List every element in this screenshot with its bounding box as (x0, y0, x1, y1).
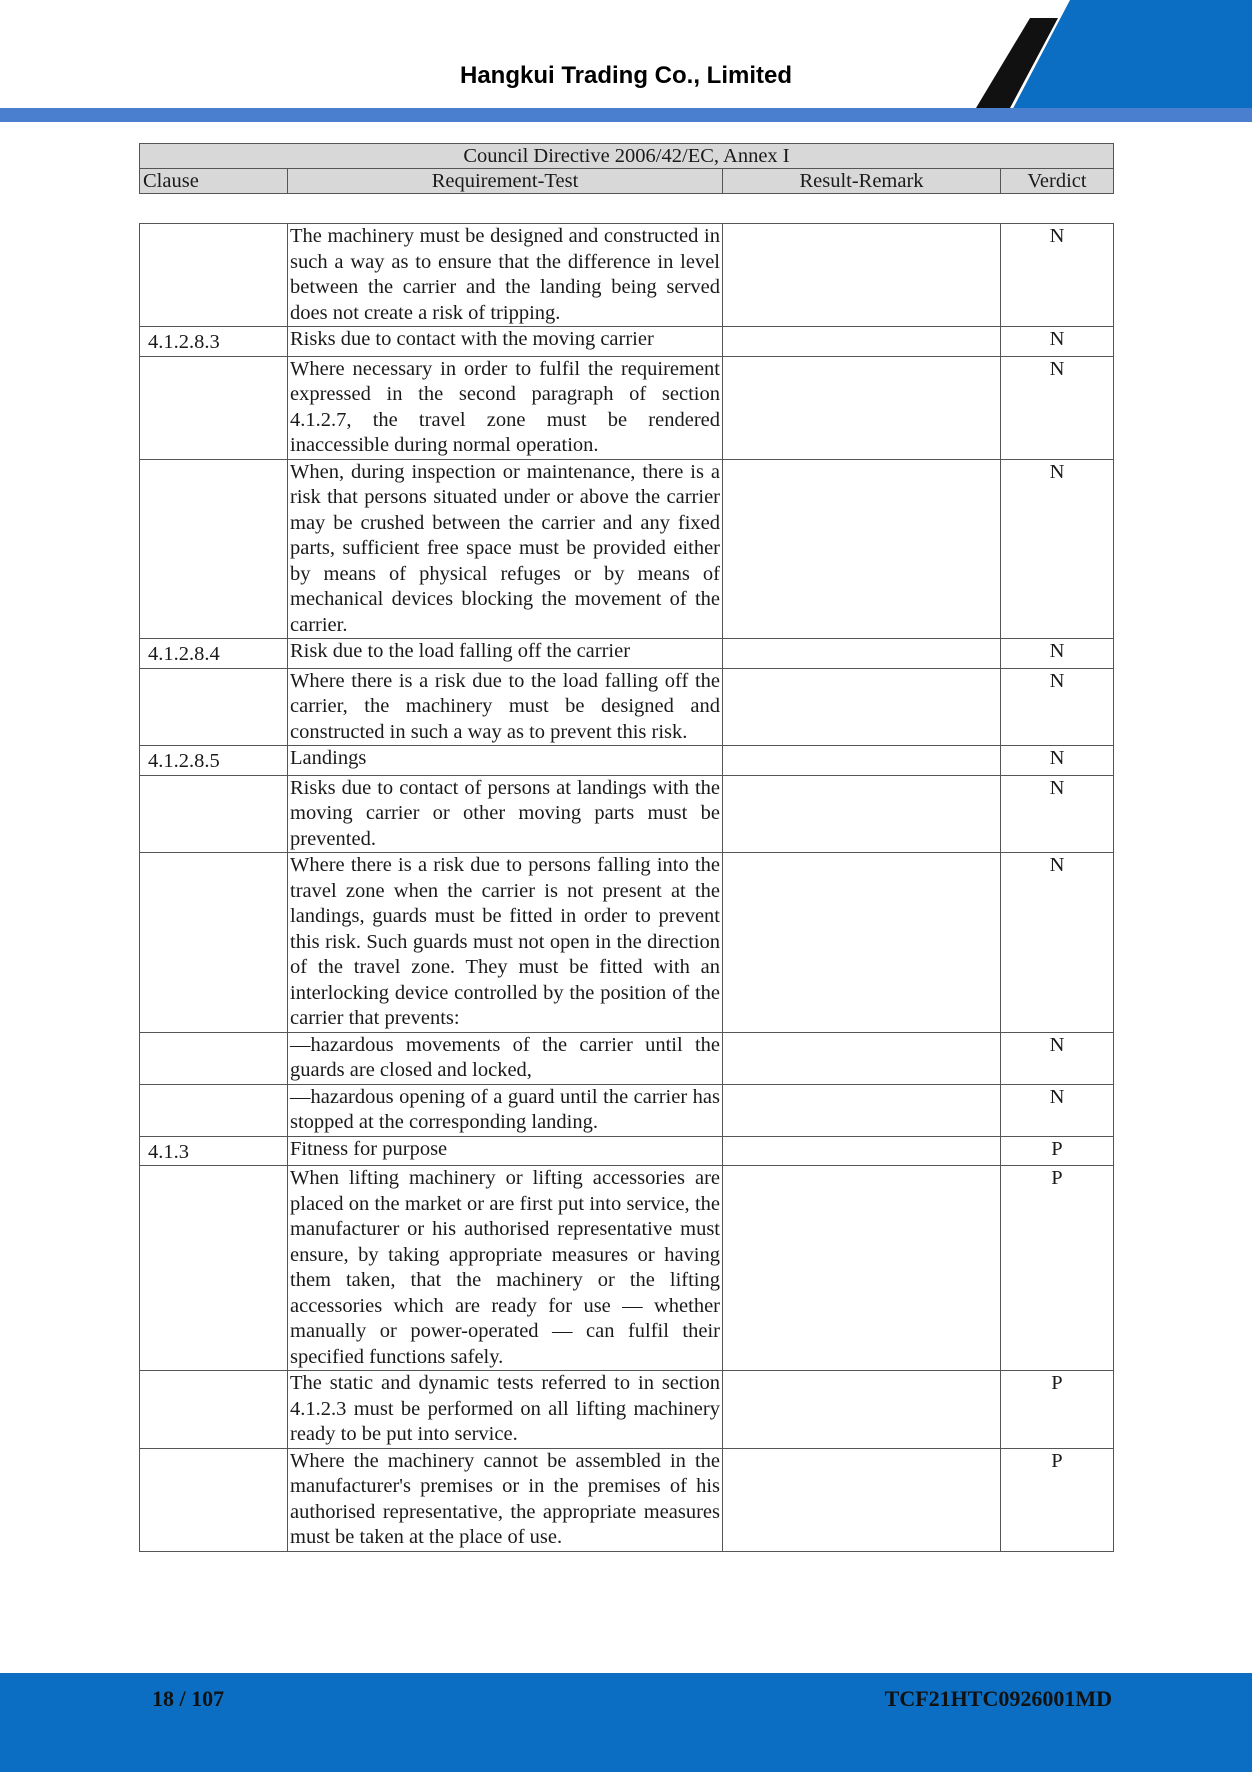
table-row (140, 1448, 1114, 1551)
clause-cell (140, 1371, 288, 1449)
clause-cell (140, 853, 288, 1033)
table-row (140, 639, 1114, 669)
remark-cell (723, 356, 1001, 459)
requirement-cell: Risks due to contact of persons at landings with the moving carrier or other moving parts must be prevented. (288, 775, 723, 853)
clause-cell (140, 775, 288, 853)
clause-cell (140, 356, 288, 459)
header-blue-block (1008, 0, 1252, 118)
verdict-cell: P (1001, 1166, 1114, 1371)
requirement-cell: Where necessary in order to fulfil the requirement expressed in the second paragraph of section 4.1.2.7, the travel zone must be rendered inaccessible during normal operation. (288, 356, 723, 459)
table-row (140, 459, 1114, 639)
requirement-cell: —hazardous movements of the carrier until the guards are closed and locked, (288, 1032, 723, 1084)
requirements-table (139, 223, 1114, 1552)
requirement-cell: The static and dynamic tests referred to in section 4.1.2.3 must be performed on all lifting machinery ready to be put into service. (288, 1371, 723, 1449)
column-header-requirement: Requirement-Test (288, 169, 723, 194)
remark-cell (723, 746, 1001, 776)
table-title: Council Directive 2006/42/EC, Annex I (140, 144, 1114, 169)
verdict-cell: N (1001, 775, 1114, 853)
requirement-cell: Landings (288, 746, 723, 776)
clause-cell: 4.1.2.8.5 (140, 746, 288, 776)
verdict-cell: N (1001, 356, 1114, 459)
requirement-cell: Where there is a risk due to persons falling into the travel zone when the carrier is not present at the landings, guards must be fitted in order to prevent this risk. Such guards must not open in the direction of the travel zone. They must be fitted with an interlocking device controlled by the position of the carrier that prevents: (288, 853, 723, 1033)
verdict-cell: N (1001, 746, 1114, 776)
requirement-cell: Where the machinery cannot be assembled in the manufacturer's premises or in the premises of his authorised representative, the appropriate measures must be taken at the place of use. (288, 1448, 723, 1551)
verdict-cell: N (1001, 327, 1114, 357)
table-row (140, 1166, 1114, 1371)
column-header-remark: Result-Remark (723, 169, 1001, 194)
requirement-cell: When, during inspection or maintenance, there is a risk that persons situated under or above the carrier may be crushed between the carrier and any fixed parts, sufficient free space must be provided either by means of physical refuges or by means of mechanical devices blocking the movement of the carrier. (288, 459, 723, 639)
page-number: 18 / 107 (152, 1686, 225, 1711)
verdict-cell: N (1001, 853, 1114, 1033)
remark-cell (723, 775, 1001, 853)
remark-cell (723, 853, 1001, 1033)
remark-cell (723, 459, 1001, 639)
requirement-cell: Risks due to contact with the moving carrier (288, 327, 723, 357)
header-bar (0, 108, 1252, 122)
table-row (140, 746, 1114, 776)
table-row (140, 668, 1114, 746)
clause-cell (140, 1032, 288, 1084)
remark-cell (723, 1084, 1001, 1136)
remark-cell (723, 668, 1001, 746)
remark-cell (723, 1371, 1001, 1449)
verdict-cell: N (1001, 1032, 1114, 1084)
column-header-verdict: Verdict (1001, 169, 1114, 194)
table-row (140, 1136, 1114, 1166)
verdict-cell: N (1001, 668, 1114, 746)
remark-cell (723, 224, 1001, 327)
company-name: Hangkui Trading Co., Limited (459, 62, 792, 89)
verdict-cell: N (1001, 224, 1114, 327)
clause-cell (140, 459, 288, 639)
clause-cell (140, 1084, 288, 1136)
remark-cell (723, 1448, 1001, 1551)
verdict-cell: P (1001, 1136, 1114, 1166)
table-row (140, 1032, 1114, 1084)
column-header-clause: Clause (140, 169, 288, 194)
table-row (140, 327, 1114, 357)
clause-cell: 4.1.3 (140, 1136, 288, 1166)
remark-cell (723, 1166, 1001, 1371)
table-row (140, 1084, 1114, 1136)
clause-cell (140, 668, 288, 746)
clause-cell: 4.1.2.8.3 (140, 327, 288, 357)
table-header (139, 143, 1114, 194)
table-row (140, 853, 1114, 1033)
requirement-cell: Fitness for purpose (288, 1136, 723, 1166)
verdict-cell: P (1001, 1371, 1114, 1449)
remark-cell (723, 639, 1001, 669)
document-code: TCF21HTC0926001MD (884, 1686, 1112, 1711)
verdict-cell: N (1001, 1084, 1114, 1136)
verdict-cell: N (1001, 459, 1114, 639)
remark-cell (723, 327, 1001, 357)
requirement-cell: Risk due to the load falling off the carrier (288, 639, 723, 669)
clause-cell (140, 1166, 288, 1371)
table-row (140, 224, 1114, 327)
requirement-cell: Where there is a risk due to the load falling off the carrier, the machinery must be designed and constructed in such a way as to prevent this risk. (288, 668, 723, 746)
table-row (140, 356, 1114, 459)
remark-cell (723, 1136, 1001, 1166)
verdict-cell: N (1001, 639, 1114, 669)
verdict-cell: P (1001, 1448, 1114, 1551)
table-row (140, 775, 1114, 853)
requirement-cell: When lifting machinery or lifting accessories are placed on the market or are first put into service, the manufacturer or his authorised representative must ensure, by taking appropriate measures or having them taken, that the machinery or the lifting accessories which are ready for use — whether manually or power-operated — can fulfil their specified functions safely. (288, 1166, 723, 1371)
requirement-cell: —hazardous opening of a guard until the carrier has stopped at the corresponding landing. (288, 1084, 723, 1136)
remark-cell (723, 1032, 1001, 1084)
clause-cell: 4.1.2.8.4 (140, 639, 288, 669)
table-row (140, 1371, 1114, 1449)
requirement-cell: The machinery must be designed and constructed in such a way as to ensure that the difference in level between the carrier and the landing being served does not create a risk of tripping. (288, 224, 723, 327)
clause-cell (140, 224, 288, 327)
clause-cell (140, 1448, 288, 1551)
